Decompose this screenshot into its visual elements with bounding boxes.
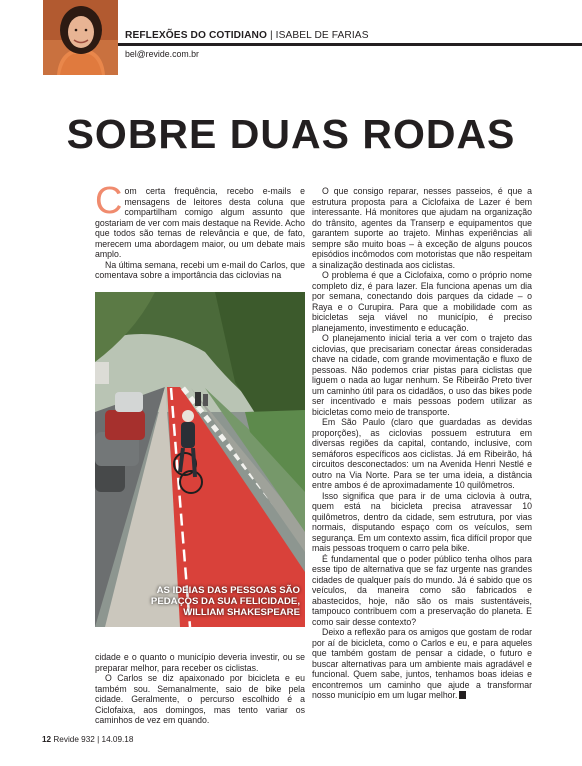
column-header	[125, 30, 369, 41]
column-2	[312, 186, 532, 701]
magazine-issue: Revide 932	[53, 735, 95, 744]
paragraph: É fundamental que o poder público tenha olhos para esse tipo de alternativa que se faz urgente nas grandes cidades de qualquer país do mundo. Já é sabido que os veículos, da maneira como são fabricados e abastecidos, hoje, não são os mais sustentáveis, tampouco contribuem com a preservação do planeta. E como sair desse contexto?	[312, 553, 532, 627]
section-name: REFLEXÕES DO COTIDIANO	[125, 30, 268, 41]
header-rule	[118, 43, 582, 46]
cyclist-photo	[95, 292, 305, 627]
page-number: 12	[42, 735, 52, 744]
column-1-bottom	[95, 652, 305, 726]
paragraph: O planejamento inicial teria a ver com o trajeto das ciclovias, que precisariam conectar áreas consideradas chave na cidade, com grande movimentação e fluxo de pessoas. Não podemos criar pistas para ciclistas que liguem o nada ao lugar nenhum. Se Ribeirão Preto tiver um caminho útil para os cidadãos, o uso das bikes pode ser incentivado e mais pessoas podem utilizar as bicicletas como meio de transporte.	[312, 333, 532, 417]
paragraph: Na última semana, recebi um e-mail do Carlos, que comentava sobre a importância das ciclovias na	[95, 259, 305, 280]
paragraph: O Carlos se diz apaixonado por bicicleta e eu também sou. Semanalmente, saio de bike pela cidade. Geralmente, o percurso escolhido é a Ciclofaixa, aos domingos, mas tento variar os caminhos de vez em quando.	[95, 673, 305, 725]
paragraph: Deixo a reflexão para os amigos que gostam de rodar por aí de bicicleta, como o Carlos e eu, e para aqueles que também gostam de pensar a cidade, o futuro e buscar alternativas para um ambiente mais agradável e funcional. Quem sabe, juntos, tenhamos boas ideias e encontremos um caminho que ajude a transformar nosso município em um lugar melhor.	[312, 627, 532, 700]
paragraph: Com certa frequência, recebo e-mails e mensagens de leitores desta coluna que compartilham comigo algum assunto que gostariam de ver com mais destaque na Revide. Acho que todos são temas de relevância e que, de fato, merecem uma abordagem maior, ou um debate mais amplo.	[95, 180, 305, 259]
paragraph: Isso significa que para ir de uma ciclovia à outra, quem está na bicicleta precisa atravessar 10 quilômetros, dentro da cidade, sem estrutura, por vias normais, disputando espaço com os veículos, sem segurança. Em um contexto assim, fica difícil propor que mais pessoas troquem o carro pela bike.	[312, 490, 532, 553]
author-photo	[43, 0, 118, 75]
footer-separator: |	[97, 735, 100, 744]
paragraph: cidade e o quanto o município deveria investir, ou se preparar melhor, para receber os ciclistas.	[95, 652, 305, 673]
drop-cap: C	[95, 180, 123, 222]
author-email[interactable]: bel@revide.com.br	[125, 49, 199, 59]
page-footer	[42, 735, 133, 744]
paragraph: O problema é que a Ciclofaixa, como o próprio nome completo diz, é para lazer. Ela funciona apenas um dia por semana, conectando dois parques da cidade – o Raya e o Curupira. Para que a mobilidade com as bicicletas seja viável no município, é preciso planejamento, investimento e educação.	[312, 270, 532, 333]
header-separator: |	[269, 30, 273, 41]
author-name: ISABEL DE FARIAS	[275, 30, 369, 41]
article-title: SOBRE DUAS RODAS	[66, 111, 516, 157]
pull-quote: AS IDEIAS DAS PESSOAS SÃO PEDAÇOS DA SUA FELICIDADE, WILLIAM SHAKESPEARE	[150, 585, 300, 618]
end-mark-icon	[459, 691, 466, 699]
column-1-top	[95, 180, 305, 281]
paragraph: Em São Paulo (claro que guardadas as devidas proporções), as ciclovias possuem estrutura em diversas regiões da capital, contando, inclusive, com semáforos específicos aos ciclistas. Já em Ribeirão, há circuitos desconectados: um na Avenida Henri Nestlé e outro na Via Norte. Para se ter uma ideia, a distância entre ambos é de aproximadamente 10 quilômetros.	[312, 417, 532, 490]
issue-date: 14.09.18	[101, 735, 134, 744]
paragraph: O que consigo reparar, nesses passeios, é que a estrutura proposta para a Ciclofaixa de Lazer é bem interessante. Há monitores que ajudam na organização do trânsito, agentes da Transerp e equipamentos que garantem suporte ao trajeto. Minhas experiências ali sempre são muito boas – à exceção de alguns poucos episódios incômodos com motoristas que não respeitam a sinalização destinada aos ciclistas.	[312, 186, 532, 270]
